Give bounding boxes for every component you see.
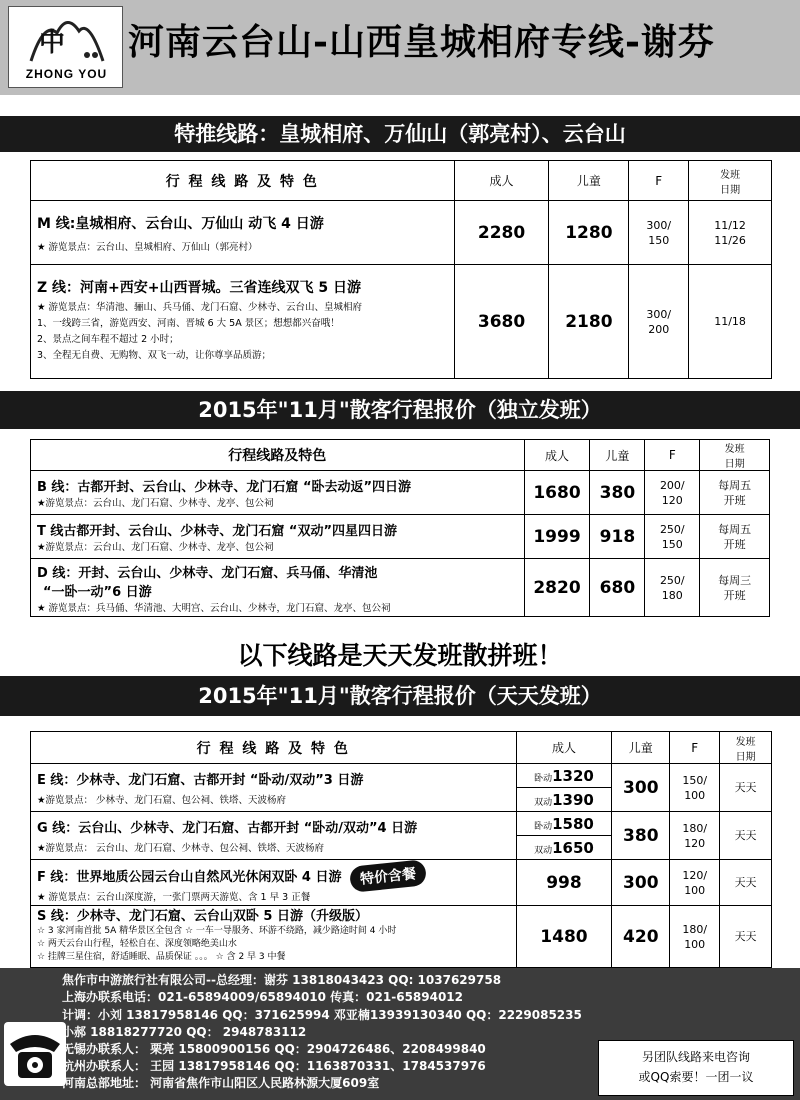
depart-line2: 开班 [723,537,746,551]
depart-line2: 开班 [723,588,746,602]
special-offer-stamp: 特价含餐 [348,859,426,893]
route-name: T 线古都开封、云台山、少林寺、龙门石窟 “双动”四星四日游 [37,524,398,539]
route-name: E 线：少林寺、龙门石窟、古都开封 “卧动/双动”3 日游 [37,773,364,788]
f-line1: 250/ [659,522,685,536]
adult-price-train [516,788,612,812]
child-price: 1280 [549,201,629,265]
company-logo [8,6,123,88]
child-price: 380 [590,471,645,515]
route-cell [31,906,517,968]
col-adult: 成人 [524,440,590,471]
route-cell [31,860,517,906]
f-price [629,201,689,265]
route-note: ★ 游览景点：华清池、骊山、兵马俑、龙门石窟、少林寺、云台山、皇城相府 [37,301,363,313]
col-route: 行程线路及特色 [31,440,525,471]
f-price [629,265,689,379]
depart-date: 天天 [720,860,772,906]
route-sights: ★游览景点： 云台山、龙门石窟、少林寺、包公祠、铁塔、天波杨府 [37,843,325,854]
adult-price: 2280 [454,201,549,265]
mountain-logo-icon [29,11,105,65]
route-cell [31,515,525,559]
route-name: Z 线：河南+西安+山西晋城。三省连线双飞 5 日游 [37,279,361,296]
f-price [645,515,700,559]
consult-line2: 或QQ索要！一团一议 [638,1070,754,1084]
depart-line1: 每周三 [718,573,752,587]
depart-date [700,471,770,515]
group-consult-box [598,1040,794,1096]
f-line2: 150 [648,233,670,247]
route-name: G 线：云台山、少林寺、龙门石窟、古都开封 “卧动/双动”4 日游 [37,821,418,836]
child-price: 2180 [549,265,629,379]
f-line2: 200 [648,322,670,336]
f-price [670,812,720,860]
table-header-row [31,440,770,471]
col-depart-line1: 发班 [724,444,745,455]
section-band-independent-text: 2015年"11月"散客行程报价（独立发班） [198,398,602,422]
footer-line: 上海办联系电话：021-65894009/65894010 传真：021-65894012 [62,990,464,1004]
child-price: 918 [590,515,645,559]
route-note: ☆ 挂牌三星住宿，舒适睡眠、品质保证 。。。 ☆ 含 2 早 3 中餐 [37,951,286,962]
route-cell [31,471,525,515]
col-depart [700,440,770,471]
col-f: F [645,440,700,471]
f-line1: 300/ [646,218,672,232]
col-depart-line2: 日期 [735,751,756,763]
f-line2: 120 [684,836,706,850]
adult-price: 3680 [454,265,549,379]
depart-date [700,559,770,617]
footer-line: 杭州办联系人： 王园 13817958146 QQ：1163870331、1784537976 [62,1059,486,1073]
depart-date [700,515,770,559]
f-price [670,906,720,968]
f-price [645,471,700,515]
depart-date [689,265,772,379]
table-row [31,471,770,515]
f-line1: 200/ [659,478,685,492]
price-type: 卧动 [534,773,553,784]
col-depart-line2: 日期 [724,459,745,470]
col-depart-line1: 发班 [735,736,756,748]
depart-line2: 开班 [723,493,746,507]
table-row [31,559,770,617]
adult-price-sleeper [516,764,612,788]
f-line2: 100 [684,883,706,897]
route-name: B 线：古都开封、云台山、少林寺、龙门石窟 “卧去动返”四日游 [37,480,412,495]
col-adult: 成人 [454,161,549,201]
f-line1: 150/ [682,773,708,787]
route-name: D 线：开封、云台山、少林寺、龙门石窟、兵马俑、华清池 [37,565,378,581]
route-sights: ★游览景点： 少林寺、龙门石窟、包公祠、铁塔、天波杨府 [37,795,287,806]
adult-price: 1650 [552,838,594,857]
route-cell [31,201,455,265]
daily-routes-table [30,731,772,968]
table-row [31,812,772,836]
footer-line: 计调：小刘 13817958146 QQ：371625994 邓亚楠13939130340 QQ：2229085235 [62,1008,582,1022]
route-note: ☆ 3 家河南首批 5A 精华景区全包含 ☆ 一车一导服务、环游不绕路，减少路途时间 4 小时 [37,925,397,936]
f-line1: 120/ [682,868,708,882]
f-line2: 150 [661,537,683,551]
table-row [31,860,772,906]
adult-price: 998 [516,860,612,906]
route-note: 1、一线跨三省，游览西安、河南、晋城 6 大 5A 景区；想想都兴奋哦！ [37,317,340,329]
route-name: M 线:皇城相府、云台山、万仙山 动飞 4 日游 [37,215,324,232]
route-name: F 线：世界地质公园云台山自然风光休闲双卧 4 日游 [37,869,342,885]
col-depart-line1: 发班 [720,169,741,181]
independent-routes-table [30,439,770,617]
adult-price: 1480 [516,906,612,968]
col-route: 行 程 线 路 及 特 色 [31,161,455,201]
depart-line1: 11/18 [714,315,746,328]
f-line2: 120 [661,493,683,507]
table-row [31,906,772,968]
adult-price: 1999 [524,515,590,559]
col-depart-line2: 日期 [720,184,741,196]
f-price [670,860,720,906]
col-depart [689,161,772,201]
col-f: F [629,161,689,201]
child-price: 300 [612,764,670,812]
footer-line: 河南总部地址： 河南省焦作市山阳区人民路林源大厦609室 [62,1076,380,1090]
route-sights: ★ 游览景点：兵马俑、华清池、大明宫、云台山、少林寺，龙门石窟、龙亭、包公祠 [37,602,391,614]
route-cell [31,559,525,617]
route-sights: ★ 游览景点：云台山、皇城相府、万仙山（郭亮村） [37,241,258,253]
child-price: 420 [612,906,670,968]
depart-date: 天天 [720,764,772,812]
route-note: 2、景点之间车程不超过 2 小时； [37,333,179,345]
adult-price: 1580 [552,814,594,833]
f-line1: 180/ [682,821,708,835]
route-cell [31,265,455,379]
table-header-row [31,732,772,764]
child-price: 380 [612,812,670,860]
price-type: 双动 [534,845,553,856]
col-child: 儿童 [612,732,670,764]
route-name: S 线：少林寺、龙门石窟、云台山双卧 5 日游（升级版） [37,908,368,924]
child-price: 300 [612,860,670,906]
section-band-independent [0,391,800,429]
daily-departure-banner: 以下线路是天天发班散拼班！ [237,641,563,670]
route-sights: ★游览景点：云台山、龙门石窟、少林寺、龙亭、包公祠 [37,498,274,509]
adult-price: 1680 [524,471,590,515]
col-child: 儿童 [549,161,629,201]
f-line2: 180 [661,588,683,602]
depart-line1: 每周五 [718,478,752,492]
f-line1: 250/ [659,573,685,587]
consult-line1: 另团队线路来电咨询 [641,1050,750,1064]
logo-text: ZHONG YOU [25,67,108,81]
f-price [670,764,720,812]
child-price: 680 [590,559,645,617]
adult-price: 1390 [552,790,594,809]
depart-line1: 每周五 [718,522,752,536]
price-type: 卧动 [534,821,553,832]
depart-line1: 11/12 [714,218,746,232]
route-sights: ★ 游览景点：云台山深度游，一张门票两天游览、含 1 早 3 正餐 [37,891,311,903]
header [0,0,800,95]
svg-text:中: 中 [39,28,66,58]
col-depart [720,732,772,764]
footer-line: 无锡办联系人： 栗亮 15800900156 QQ：2904726486、2208499840 [62,1042,486,1056]
footer-line: 焦作市中游旅行社有限公司--总经理：谢芬 13818043423 QQ: 1037629758 [62,973,502,987]
route-note: 3、全程无自费、无购物、双飞一动，让你尊享品质游； [37,349,272,361]
table-row [31,515,770,559]
section-band-daily-text: 2015年"11月"散客行程报价（天天发班） [198,684,602,708]
f-line2: 100 [684,937,706,951]
f-line2: 100 [684,788,706,802]
price-type: 双动 [534,797,553,808]
page-title: 河南云台山-山西皇城相府专线-谢芬 [128,21,715,63]
phone-icon [4,1022,66,1086]
route-cell [31,764,517,812]
adult-price: 1320 [552,766,594,785]
route-sights: ★游览景点：云台山、龙门石窟、少林寺、龙亭、包公祠 [37,542,274,553]
depart-date: 天天 [720,812,772,860]
col-route: 行 程 线 路 及 特 色 [31,732,517,764]
table-row [31,265,772,379]
route-cell [31,812,517,860]
f-price [645,559,700,617]
route-name-line2: “一卧一动”6 日游 [43,584,152,600]
featured-routes-table [30,160,772,379]
depart-date [689,201,772,265]
footer-line: 小郝 18818277720 QQ： 2948783112 [62,1025,307,1039]
f-line1: 180/ [682,922,708,936]
table-header-row [31,161,772,201]
section-band-daily [0,676,800,716]
section-band-featured [0,116,800,152]
section-band-featured-text: 特推线路：皇城相府、万仙山（郭亮村）、云台山 [174,122,626,146]
adult-price-sleeper [516,812,612,836]
route-note: ☆ 两天云台山行程，轻松自在、深度领略绝美山水 [37,938,237,949]
table-row [31,764,772,788]
col-f: F [670,732,720,764]
depart-line2: 11/26 [714,233,746,247]
col-child: 儿童 [590,440,645,471]
depart-date: 天天 [720,906,772,968]
table-row [31,201,772,265]
adult-price-train [516,836,612,860]
col-adult: 成人 [516,732,612,764]
adult-price: 2820 [524,559,590,617]
f-line1: 300/ [646,307,672,321]
